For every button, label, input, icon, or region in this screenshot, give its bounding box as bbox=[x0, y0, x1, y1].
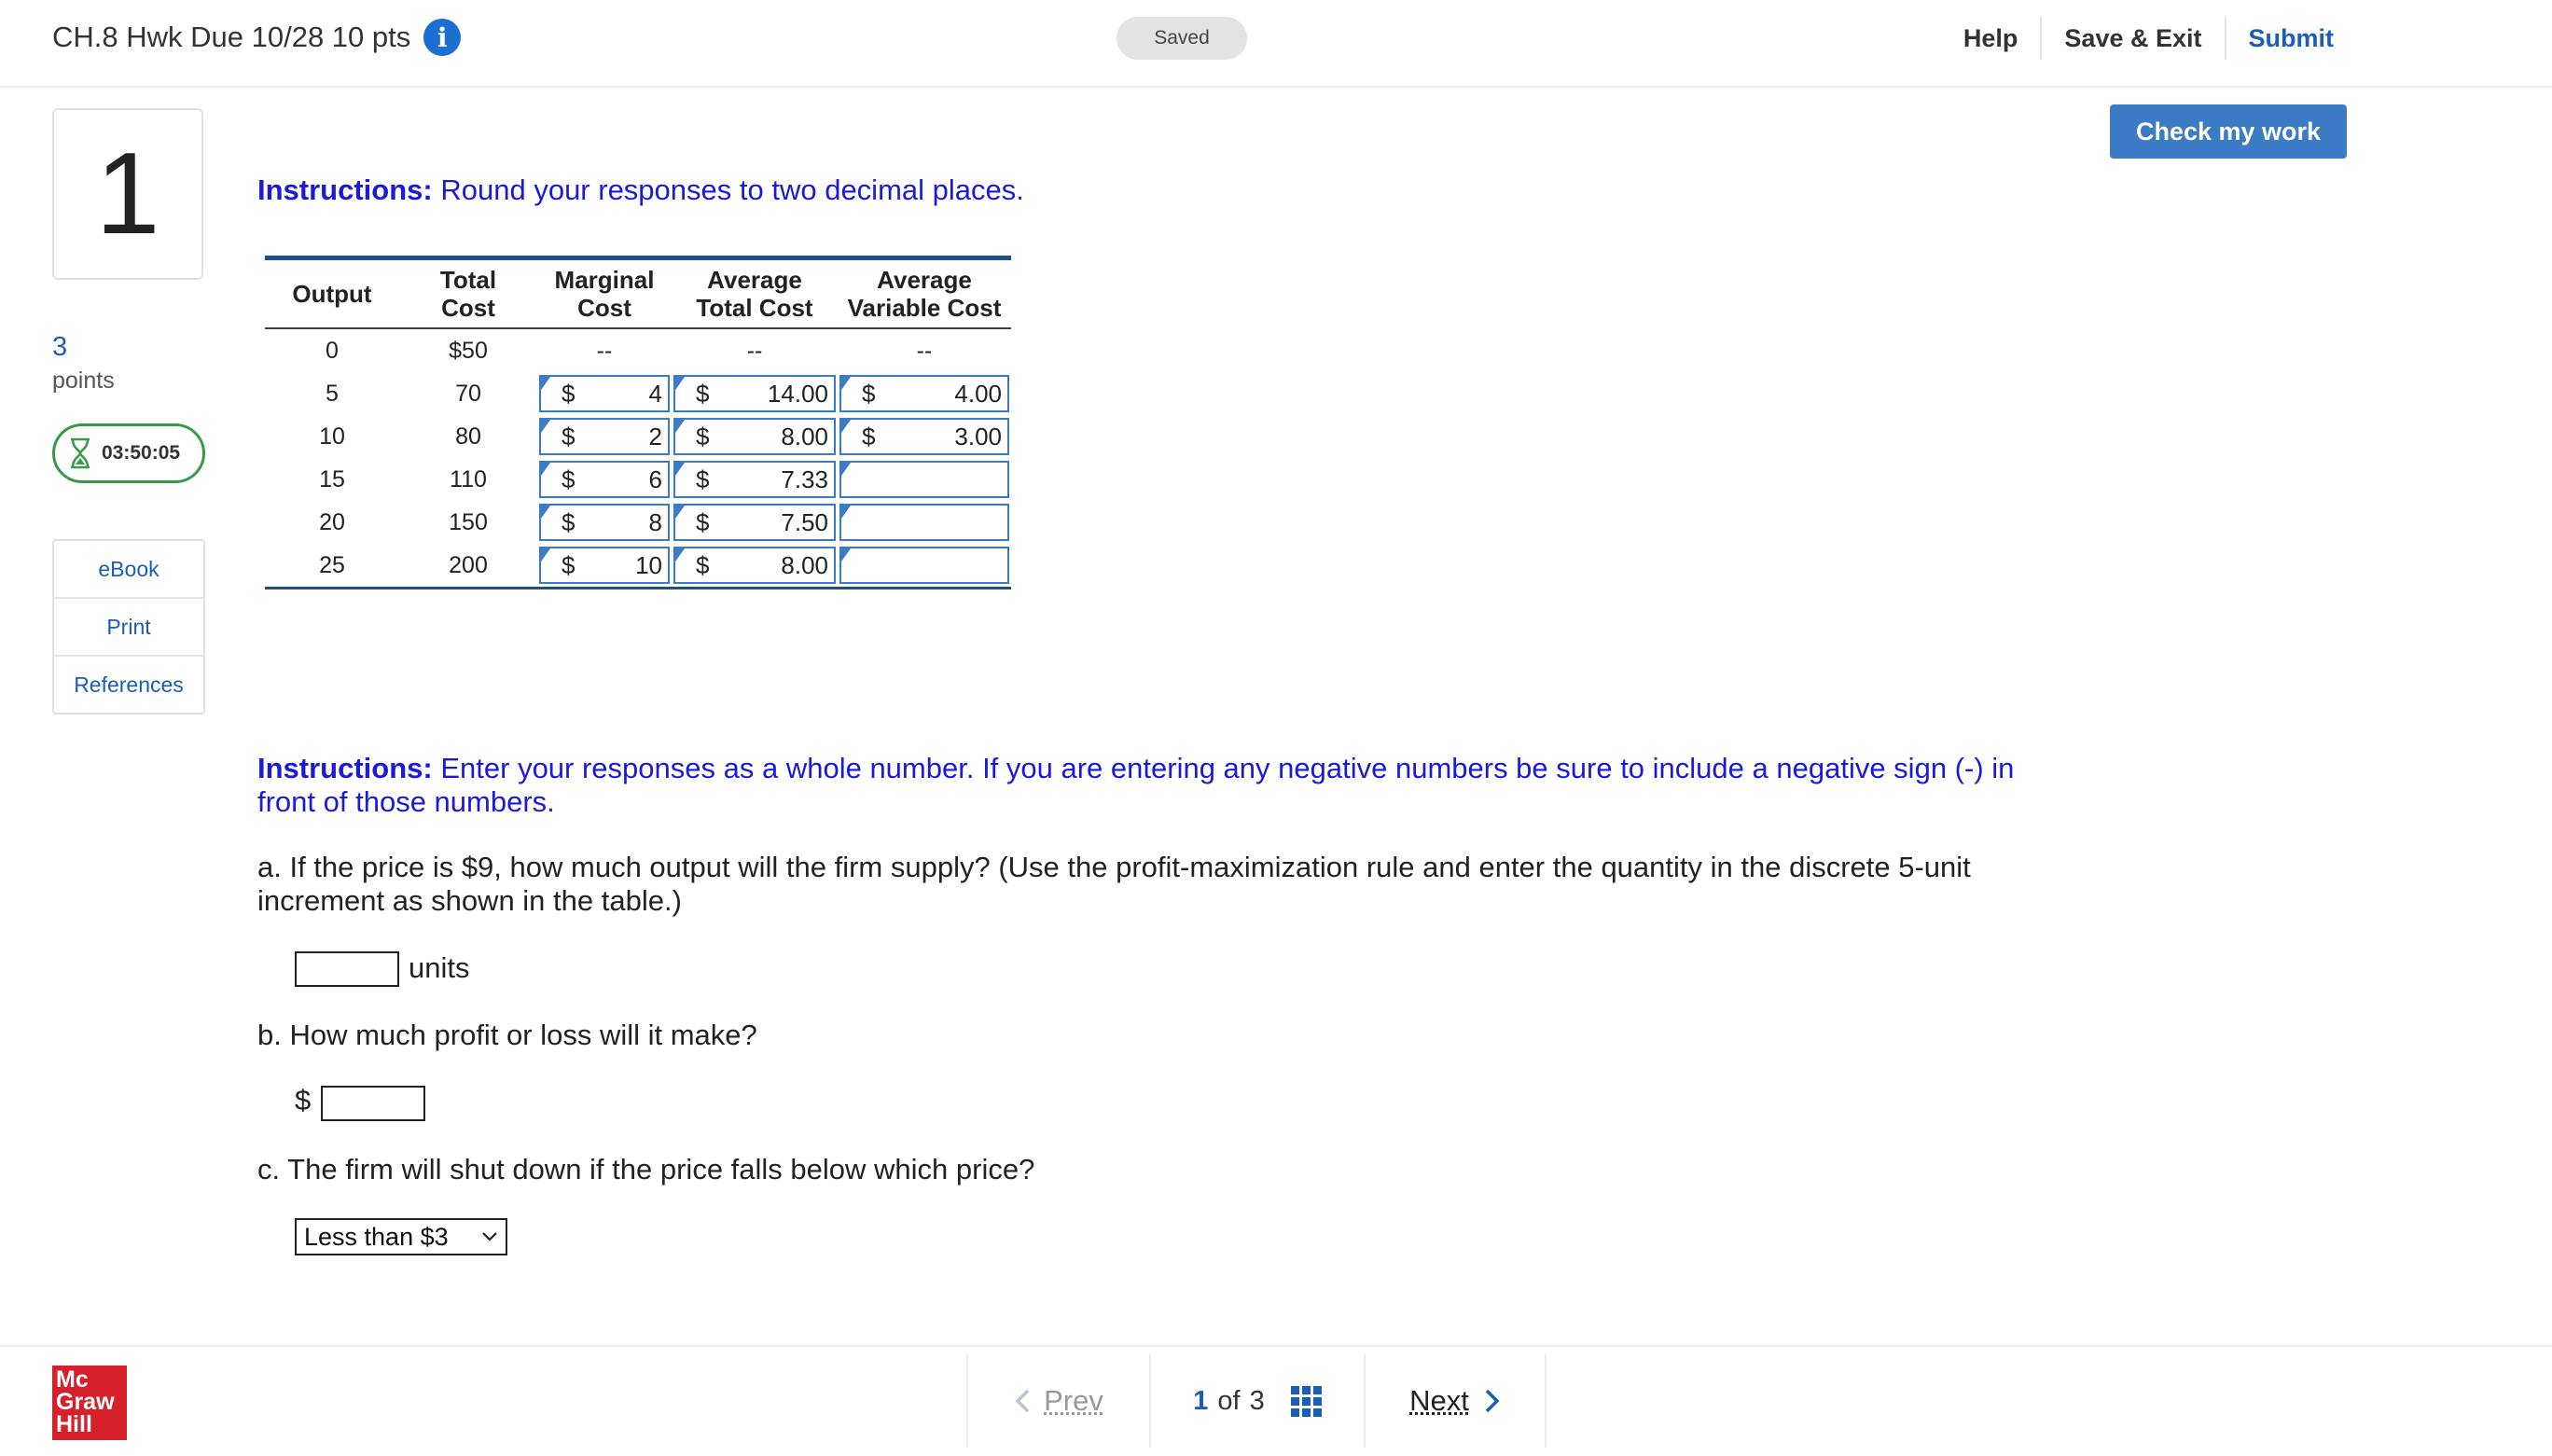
total-cost-cell: $50 bbox=[449, 337, 488, 364]
profit-answer-input[interactable] bbox=[321, 1086, 425, 1121]
check-my-work-button[interactable]: Check my work bbox=[2110, 104, 2347, 159]
instructions-whole-number bbox=[257, 752, 2030, 819]
top-links bbox=[1941, 0, 2552, 76]
total-cost-cell: 200 bbox=[449, 551, 488, 578]
table-header-row bbox=[265, 258, 1011, 329]
avc-input[interactable] bbox=[839, 547, 1009, 584]
footer-bar bbox=[0, 1345, 2552, 1456]
marginal-cost-input[interactable]: $ 2 bbox=[539, 418, 670, 455]
instructions-label: Instructions: bbox=[257, 752, 433, 784]
question-c: c. The firm will shut down if the price falls below which price? bbox=[257, 1153, 1035, 1186]
atc-input[interactable]: $ 7.33 bbox=[673, 461, 836, 498]
dollar-prefix: $ bbox=[295, 1084, 312, 1116]
avc-input[interactable] bbox=[839, 461, 1009, 498]
chevron-right-icon bbox=[1484, 1388, 1501, 1414]
atc-cell: -- bbox=[746, 337, 763, 364]
current-page: 1 bbox=[1193, 1385, 1209, 1416]
assignment-title-group bbox=[52, 19, 461, 56]
table-row bbox=[265, 415, 1011, 458]
units-label: units bbox=[409, 951, 470, 984]
total-cost-cell: 150 bbox=[449, 508, 488, 535]
cost-table bbox=[265, 256, 1011, 589]
question-a: a. If the price is $9, how much output will the firm supply? (Use the profit-maximization rule and enter the quantity in the discrete 5-unit increment as shown in the table.) bbox=[257, 851, 1971, 917]
table-row bbox=[265, 328, 1011, 372]
output-cell: 5 bbox=[326, 380, 339, 407]
chevron-down-icon bbox=[481, 1231, 498, 1242]
saved-status: Saved bbox=[1116, 17, 1247, 60]
timer-value: 03:50:05 bbox=[102, 442, 181, 464]
next-label: Next bbox=[1409, 1384, 1469, 1417]
marginal-cost-input[interactable]: $ 10 bbox=[539, 547, 670, 584]
header-average-total-cost: Average Total Cost bbox=[672, 258, 838, 329]
ebook-link[interactable]: eBook bbox=[98, 556, 160, 581]
top-bar bbox=[0, 0, 2552, 88]
page-counter[interactable] bbox=[1149, 1354, 1364, 1448]
output-cell: 0 bbox=[326, 337, 339, 364]
output-cell: 25 bbox=[319, 551, 345, 578]
avc-input[interactable]: $ 4.00 bbox=[839, 375, 1009, 412]
marginal-cost-input[interactable]: $ 4 bbox=[539, 375, 670, 412]
avc-input[interactable]: $ 3.00 bbox=[839, 418, 1009, 455]
instructions-text: Enter your responses as a whole number. If you are entering any negative numbers be sure to include a negative sign (-) in front of those numbers. bbox=[257, 752, 2015, 818]
grid-icon[interactable] bbox=[1291, 1386, 1322, 1417]
avc-input[interactable] bbox=[839, 504, 1009, 541]
submit-link[interactable]: Submit bbox=[2225, 17, 2357, 60]
output-answer-input[interactable] bbox=[295, 951, 399, 987]
instructions-text: Round your responses to two decimal places. bbox=[440, 173, 1024, 206]
output-cell: 10 bbox=[319, 423, 345, 450]
pagination bbox=[966, 1347, 1546, 1456]
avc-cell: -- bbox=[916, 337, 933, 364]
help-link[interactable]: Help bbox=[1963, 24, 2018, 52]
selected-option: Less than $3 bbox=[304, 1222, 449, 1251]
atc-input[interactable]: $ 7.50 bbox=[673, 504, 836, 541]
timer[interactable] bbox=[52, 423, 205, 483]
table-row bbox=[265, 501, 1011, 544]
output-cell: 15 bbox=[319, 465, 345, 492]
atc-input[interactable]: $ 8.00 bbox=[673, 547, 836, 584]
save-exit-link[interactable]: Save & Exit bbox=[2040, 17, 2224, 60]
table-row bbox=[265, 372, 1011, 415]
total-cost-cell: 70 bbox=[455, 380, 481, 407]
question-number: 1 bbox=[52, 108, 203, 280]
shutdown-price-select[interactable] bbox=[295, 1218, 507, 1255]
atc-input[interactable]: $ 8.00 bbox=[673, 418, 836, 455]
next-button[interactable] bbox=[1364, 1354, 1546, 1448]
tool-list bbox=[52, 539, 205, 714]
table-row bbox=[265, 544, 1011, 589]
question-b: b. How much profit or loss will it make? bbox=[257, 1019, 757, 1051]
chevron-left-icon bbox=[1014, 1388, 1031, 1414]
hourglass-icon bbox=[68, 437, 92, 469]
header-average-variable-cost: Average Variable Cost bbox=[838, 258, 1011, 329]
of-label: of bbox=[1217, 1385, 1241, 1416]
prev-button[interactable] bbox=[966, 1354, 1149, 1448]
header-output: Output bbox=[265, 258, 399, 329]
total-pages: 3 bbox=[1249, 1385, 1265, 1416]
total-cost-cell: 110 bbox=[450, 465, 487, 492]
prev-label: Prev bbox=[1044, 1384, 1103, 1417]
assignment-title: CH.8 Hwk Due 10/28 10 pts bbox=[52, 21, 411, 53]
instructions-rounding bbox=[257, 173, 1024, 207]
mcgraw-hill-logo: Mc Graw Hill bbox=[52, 1366, 127, 1440]
info-icon[interactable]: i bbox=[423, 19, 461, 56]
references-link[interactable]: References bbox=[54, 655, 203, 713]
atc-input[interactable]: $ 14.00 bbox=[673, 375, 836, 412]
marginal-cost-input[interactable]: $ 6 bbox=[539, 461, 670, 498]
total-cost-cell: 80 bbox=[455, 423, 481, 450]
print-link[interactable]: Print bbox=[54, 597, 203, 655]
header-total-cost: Total Cost bbox=[399, 258, 537, 329]
header-marginal-cost: Marginal Cost bbox=[537, 258, 672, 329]
marginal-cost-input[interactable]: $ 8 bbox=[539, 504, 670, 541]
instructions-label: Instructions: bbox=[257, 173, 433, 206]
points-value: 3 bbox=[52, 332, 68, 362]
marginal-cost-cell: -- bbox=[596, 337, 613, 364]
output-cell: 20 bbox=[319, 508, 345, 535]
points-label: points bbox=[52, 367, 115, 394]
table-row bbox=[265, 458, 1011, 501]
